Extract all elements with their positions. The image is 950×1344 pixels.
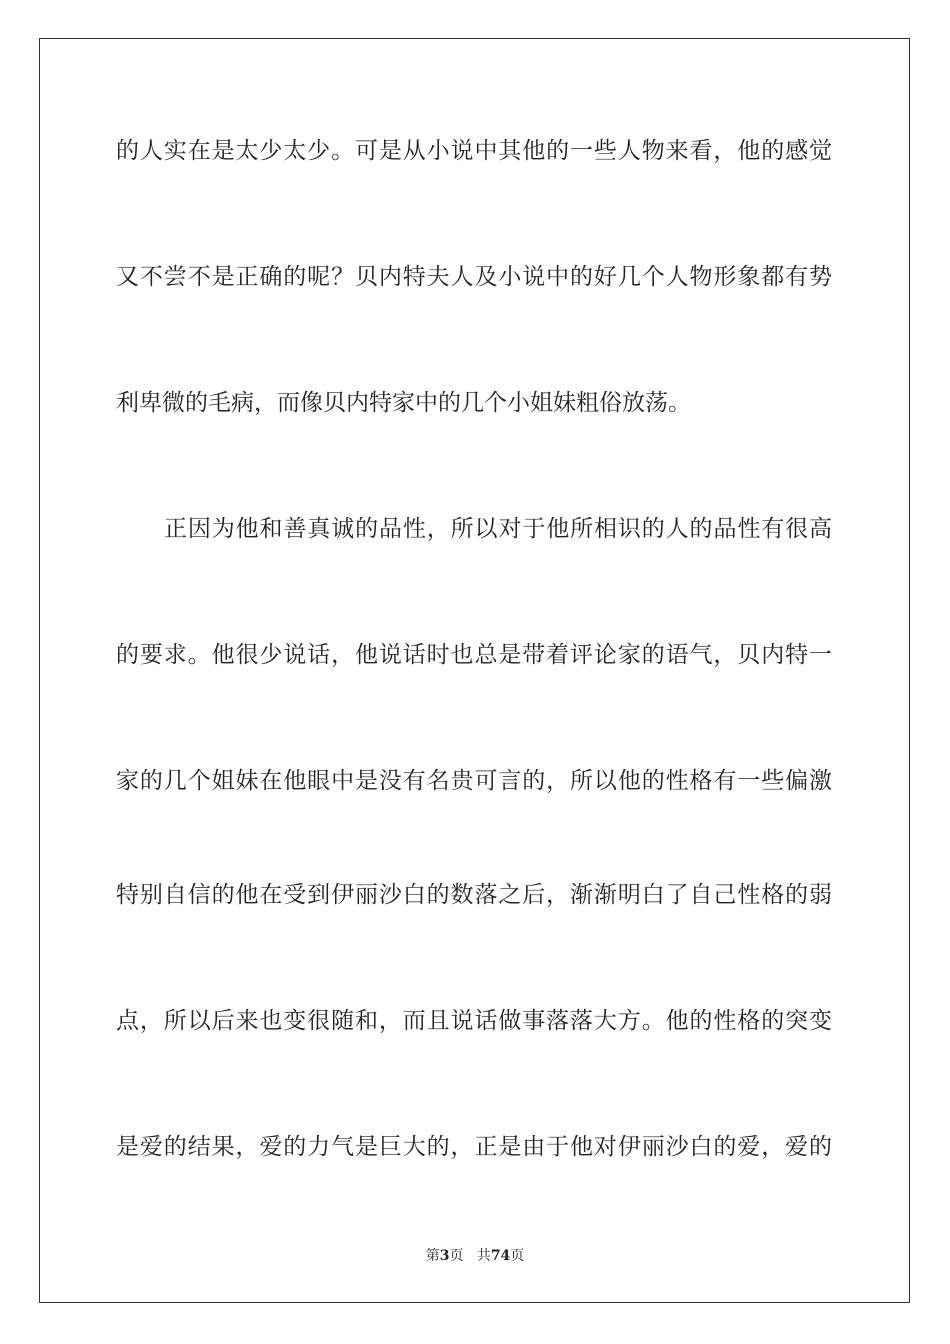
- page-footer: [0, 1247, 950, 1265]
- text-line: 是爱的结果，爱的力气是巨大的，正是由于他对伊丽沙白的爱，爱的: [116, 1134, 832, 1160]
- text-line: 的人实在是太少太少。可是从小说中其他的一些人物来看，他的感觉: [116, 138, 832, 164]
- total-prefix: 共: [476, 1248, 491, 1264]
- text-line: 点，所以后来也变很随和，而且说话做事落落大方。他的性格的突变: [116, 1008, 832, 1034]
- total-suffix: 页: [510, 1248, 525, 1264]
- text-line: 特别自信的他在受到伊丽沙白的数落之后，渐渐明白了自己性格的弱: [116, 882, 832, 908]
- text-line: 的要求。他很少说话，他说话时也总是带着评论家的语气，贝内特一: [116, 642, 832, 668]
- paragraph-first-line: 正因为他和善真诚的品性，所以对于他所相识的人的品性有很高: [164, 516, 832, 542]
- text-line: 家的几个姐妹在他眼中是没有名贵可言的，所以他的性格有一些偏激: [116, 768, 832, 794]
- page-border: [39, 38, 910, 1303]
- total-pages: 74: [490, 1248, 511, 1264]
- text-line: 利卑微的毛病，而像贝内特家中的几个小姐妹粗俗放荡。: [116, 390, 691, 416]
- page-suffix: 页: [449, 1248, 464, 1264]
- page-number: 3: [439, 1248, 450, 1264]
- page-prefix: 第: [425, 1248, 440, 1264]
- text-line: 又不尝不是正确的呢？贝内特夫人及小说中的好几个人物形象都有势: [116, 264, 832, 290]
